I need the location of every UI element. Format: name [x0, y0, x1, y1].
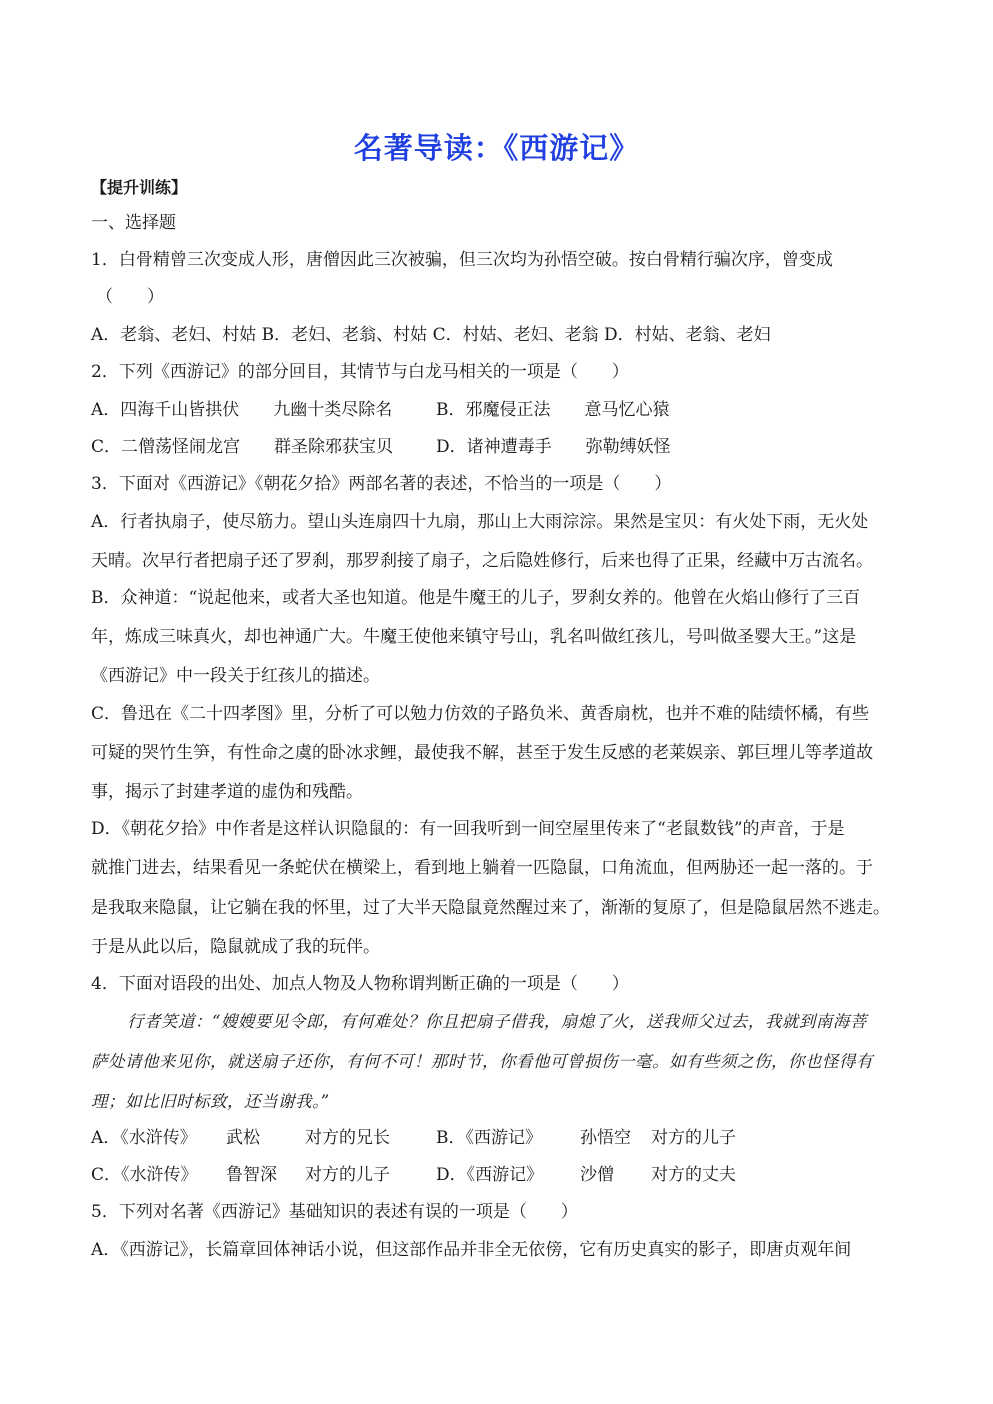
page-title: 名著导读：《西游记》 [353, 131, 640, 165]
q3-option-c-line1: C．鲁迅在《二十四孝图》里，分析了可以勉力仿效的子路负米、黄香扇枕，也并不难的陆绩怀橘，有些 [91, 704, 870, 724]
q3-option-b-line3: 《西游记》中一段关于红孩儿的描述。 [91, 666, 380, 686]
part-heading: 一、选择题 [91, 213, 176, 233]
q2-option-c: C．二僧荡怪闹龙宫 群圣除邪获宝贝 [91, 437, 394, 457]
q3-option-b-line2: 年，炼成三味真火，却也神通广大。牛魔王使他来镇守号山，乳名叫做红孩儿，号叫做圣婴大王。”这是 [91, 627, 857, 647]
q3-option-d-line2: 就推门进去，结果看见一条蛇伏在横梁上，看到地上躺着一匹隐鼠，口角流血，但两胁还一起一落的。于 [91, 858, 873, 878]
q4-stem: 4．下面对语段的出处、加点人物及人物称谓判断正确的一项是（ ） [91, 974, 629, 994]
q3-option-d-line4: 于是从此以后，隐鼠就成了我的玩伴。 [91, 937, 380, 957]
q3-option-a-line1: A．行者执扇子，使尽筋力。望山头连扇四十九扇，那山上大雨淙淙。果然是宝贝：有火处下雨，无火处 [91, 512, 869, 532]
q4-quote-line1: 行者笑道：“嫂嫂要见令郎，有何难处？你且把扇子借我，扇熄了火，送我师父过去，我就到南海菩 [127, 1012, 867, 1031]
q3-stem: 3．下面对《西游记》《朝花夕拾》两部名著的表述，不恰当的一项是（ ） [91, 474, 672, 494]
q3-option-c-line2: 可疑的哭竹生笋，有性命之虞的卧冰求鲤，最使我不解，甚至于发生反感的老莱娱亲、郭巨埋儿等孝道故 [91, 743, 873, 763]
q2-option-b: B．邪魔侵正法 意马忆心猿 [436, 400, 670, 420]
q3-option-b-line1: B．众神道：“说起他来，或者大圣也知道。他是牛魔王的儿子，罗刹女养的。他曾在火焰山修行了三百 [91, 588, 861, 608]
q4-option-a-title: 对方的兄长 [305, 1128, 390, 1148]
q2-option-a: A．四海千山皆拱伏 九幽十类尽除名 [91, 400, 393, 420]
q3-option-c-line3: 事，揭示了封建孝道的虚伪和残酷。 [91, 782, 363, 802]
q4-quote-line3: 理；如比旧时标致，还当谢我。” [91, 1092, 330, 1111]
section-heading: 【提升训练】 [91, 178, 188, 197]
q4-option-a-source: A．《水浒传》 [91, 1128, 197, 1148]
q4-option-c-title: 对方的儿子 [305, 1165, 390, 1185]
q4-option-c-source: C．《水浒传》 [91, 1165, 198, 1185]
q2-stem: 2．下列《西游记》的部分回目，其情节与白龙马相关的一项是（ ） [91, 362, 629, 382]
q4-option-b-title: 对方的儿子 [651, 1128, 736, 1148]
q4-option-d-title: 对方的丈夫 [651, 1165, 736, 1185]
q5-stem: 5．下列对名著《西游记》基础知识的表述有误的一项是（ ） [91, 1202, 578, 1222]
q3-option-d-line3: 是我取来隐鼠，让它躺在我的怀里，过了大半天隐鼠竟然醒过来了，渐渐的复原了，但是隐鼠居然不逃走。 [91, 898, 890, 918]
q3-option-d-line1: D．《朝花夕拾》中作者是这样认识隐鼠的：有一回我听到一间空屋里传来了“老鼠数钱”的声音，于是 [91, 819, 845, 839]
q1-options: A．老翁、老妇、村姑 B．老妇、老翁、村姑 C．村姑、老妇、老翁 D．村姑、老翁、老妇 [91, 325, 771, 345]
q4-quote-line2: 萨处请他来见你，就送扇子还你，有何不可！那时节，你看他可曾损伤一毫。如有些须之伤，你也怪得有 [91, 1052, 873, 1071]
q1-stem: 1．白骨精曾三次变成人形，唐僧因此三次被骗，但三次均为孙悟空破。按白骨精行骗次序，曾变成 [91, 250, 833, 270]
q2-option-d: D．诸神遭毒手 弥勒缚妖怪 [436, 437, 671, 457]
q3-option-a-line2: 天晴。次早行者把扇子还了罗刹，那罗刹接了扇子，之后隐姓修行，后来也得了正果，经藏中万古流名。 [91, 551, 873, 571]
q4-option-b-source: B．《西游记》 [436, 1128, 542, 1148]
q5-option-a-line1: A．《西游记》，长篇章回体神话小说，但这部作品并非全无依傍，它有历史真实的影子，即唐贞观年间 [91, 1240, 852, 1260]
q4-option-d-source: D．《西游记》 [436, 1165, 544, 1185]
q1-answer-paren: （ ） [96, 287, 164, 307]
q4-option-d-person: 沙僧 [580, 1165, 614, 1185]
q4-option-a-person: 武松 [226, 1128, 260, 1148]
q4-option-c-person: 鲁智深 [226, 1165, 277, 1185]
q4-option-b-person: 孙悟空 [580, 1128, 631, 1148]
